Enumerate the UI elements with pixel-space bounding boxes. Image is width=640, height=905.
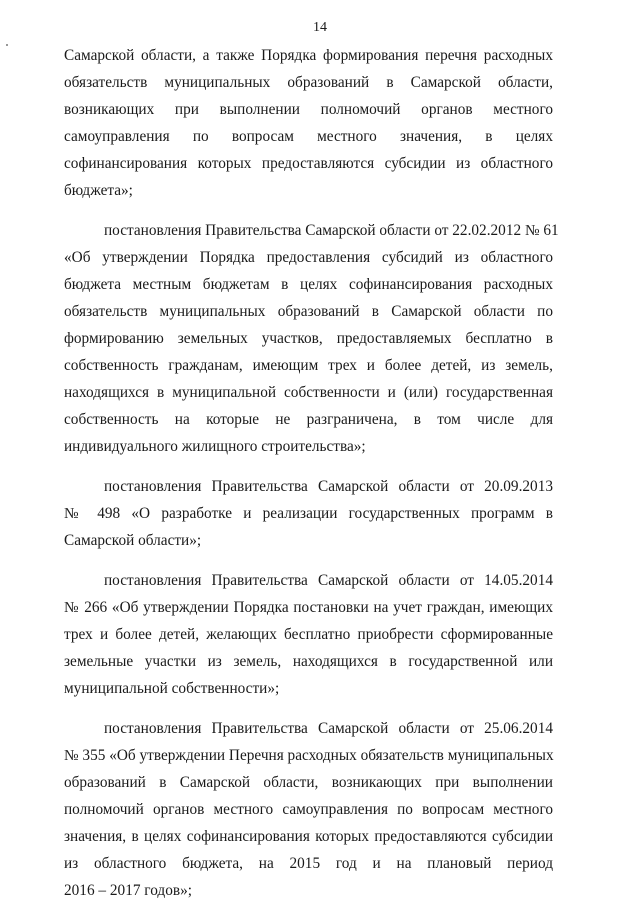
document-body: [64, 42, 559, 904]
text-line: бюджета местным бюджетам в целях софинансирования расходных: [64, 276, 553, 293]
text-line: полномочий органов местного самоуправления по вопросам местного: [64, 801, 553, 818]
text-line: формированию земельных участков, предоставляемых бесплатно в: [64, 330, 553, 347]
text-line: бюджета»;: [64, 182, 133, 199]
text-line: № 498 «О разработке и реализации государственных программ в: [64, 505, 553, 522]
text-line: № 266 «Об утверждении Порядка постановки на учет граждан, имеющих: [64, 599, 553, 616]
text-line: 2016 – 2017 годов»;: [64, 882, 192, 899]
text-line: земельные участки из земель, находящихся в государственной или: [64, 653, 553, 670]
paragraph-resolution-61: [64, 217, 559, 460]
paragraph-resolution-498: [64, 473, 553, 554]
text-line: № 355 «Об утверждении Перечня расходных обязательств муниципальных: [64, 747, 554, 764]
text-line: из областного бюджета, на 2015 год и на плановый период: [64, 855, 553, 872]
text-line: обязательств муниципальных образований в Самарской области по: [64, 303, 553, 320]
text-line: образований в Самарской области, возникающих при выполнении: [64, 774, 553, 791]
text-line: Самарской области, а также Порядка формирования перечня расходных: [64, 47, 553, 64]
text-line: собственность на которые не разграничена, в том числе для: [64, 411, 553, 428]
text-line: Самарской области»;: [64, 532, 202, 549]
paragraph-resolution-266: [64, 567, 553, 702]
paragraph-continuation: [64, 42, 553, 204]
text-line: значения, в целях софинансирования которых предоставляются субсидии: [64, 828, 553, 845]
margin-mark: [6, 44, 8, 46]
text-line: муниципальной собственности»;: [64, 680, 280, 697]
text-line: собственность гражданам, имеющим трех и более детей, из земель,: [64, 357, 553, 374]
paragraph-resolution-355: [64, 715, 553, 904]
text-line: возникающих при выполнении полномочий органов местного: [64, 101, 553, 118]
text-line: софинансирования которых предоставляются субсидии из областного: [64, 155, 553, 172]
text-line: «Об утверждении Порядка предоставления субсидий из областного: [64, 249, 553, 266]
text-line: постановления Правительства Самарской области от 22.02.2012 № 61: [104, 222, 559, 239]
text-line: постановления Правительства Самарской области от 14.05.2014: [104, 572, 553, 589]
text-line: находящихся в муниципальной собственности и (или) государственная: [64, 384, 553, 401]
page-number: 14: [313, 20, 327, 35]
text-line: трех и более детей, желающих бесплатно приобрести сформированные: [64, 626, 553, 643]
text-line: обязательств муниципальных образований в Самарской области,: [64, 74, 553, 91]
text-line: постановления Правительства Самарской области от 25.06.2014: [104, 720, 553, 737]
text-line: индивидуального жилищного строительства»;: [64, 438, 366, 455]
text-line: постановления Правительства Самарской области от 20.09.2013: [104, 478, 553, 495]
text-line: самоуправления по вопросам местного значения, в целях: [64, 128, 553, 145]
